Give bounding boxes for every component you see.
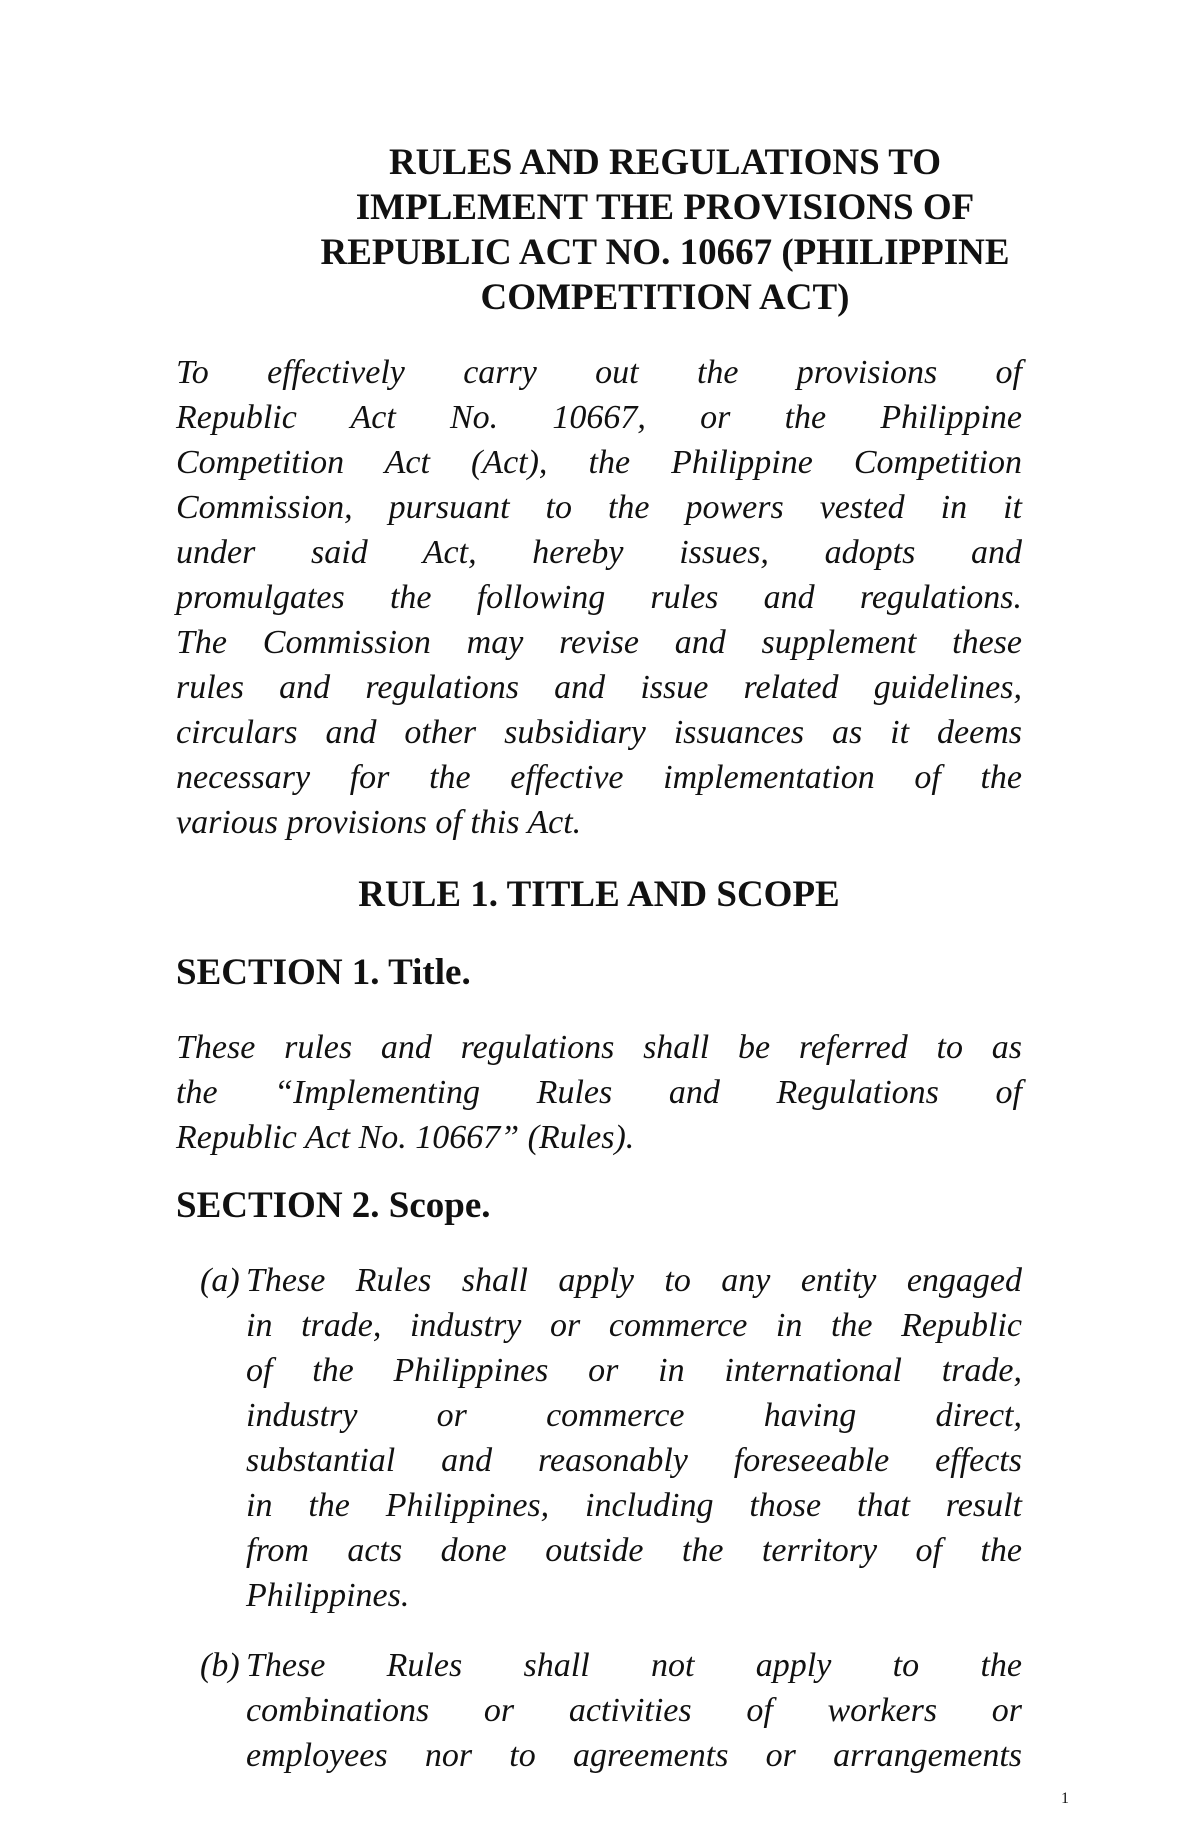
section-2-heading: SECTION 2. Scope. — [176, 1185, 491, 1226]
rule-heading-text: RULE 1. TITLE AND SCOPE — [358, 874, 840, 915]
preamble-line: rules and regulations and issue related guidelines, — [176, 669, 1022, 706]
scope-item-b-line: employees nor to agreements or arrangements — [246, 1737, 1022, 1774]
preamble-line: various provisions of this Act. — [176, 804, 582, 841]
page-number: 1 — [1061, 1790, 1069, 1807]
preamble-line: Republic Act No. 10667, or the Philippine — [176, 399, 1022, 436]
scope-item-a-line: from acts done outside the territory of the — [246, 1532, 1022, 1569]
scope-item-a-line: Philippines. — [246, 1577, 410, 1614]
title-line: IMPLEMENT THE PROVISIONS OF — [355, 187, 975, 228]
scope-item-a-line: substantial and reasonably foreseeable effects — [246, 1442, 1022, 1479]
list-marker: (a) — [200, 1262, 240, 1299]
section-1-line: the “Implementing Rules and Regulations of — [176, 1074, 1022, 1111]
scope-item-b-line: These Rules shall not apply to the — [246, 1647, 1022, 1684]
scope-item-a-line: These Rules shall apply to any entity engaged — [246, 1262, 1022, 1299]
scope-item-b-body — [246, 1643, 1022, 1778]
section-1-line: Republic Act No. 10667” (Rules). — [176, 1119, 635, 1156]
title-line: RULES AND REGULATIONS TO — [388, 142, 942, 183]
rule-heading — [176, 872, 1022, 917]
scope-item-a-body — [246, 1258, 1022, 1618]
document-title — [300, 140, 1030, 320]
scope-item-a-line: industry or commerce having direct, — [246, 1397, 1022, 1434]
preamble-line: To effectively carry out the provisions of — [176, 354, 1022, 391]
section-1-heading: SECTION 1. Title. — [176, 952, 471, 993]
section-1-line: These rules and regulations shall be referred to as — [176, 1029, 1022, 1066]
scope-item-a — [200, 1258, 1022, 1618]
scope-item-a-line: in the Philippines, including those that result — [246, 1487, 1022, 1524]
preamble-paragraph — [176, 350, 1022, 845]
scope-item-b — [200, 1643, 1022, 1778]
preamble-line: circulars and other subsidiary issuances as it deems — [176, 714, 1022, 751]
list-marker: (b) — [200, 1647, 240, 1684]
preamble-line: under said Act, hereby issues, adopts and — [176, 534, 1022, 571]
preamble-line: Competition Act (Act), the Philippine Competition — [176, 444, 1022, 481]
preamble-line: The Commission may revise and supplement these — [176, 624, 1022, 661]
preamble-line: promulgates the following rules and regulations. — [176, 579, 1022, 616]
scope-item-a-line: of the Philippines or in international trade, — [246, 1352, 1022, 1389]
section-1-body — [176, 1025, 1022, 1160]
scope-item-a-line: in trade, industry or commerce in the Republic — [246, 1307, 1022, 1344]
scope-item-b-line: combinations or activities of workers or — [246, 1692, 1022, 1729]
title-line: COMPETITION ACT) — [480, 277, 850, 318]
preamble-line: necessary for the effective implementation of the — [176, 759, 1022, 796]
preamble-line: Commission, pursuant to the powers vested in it — [176, 489, 1022, 526]
title-line: REPUBLIC ACT NO. 10667 (PHILIPPINE — [320, 232, 1010, 273]
